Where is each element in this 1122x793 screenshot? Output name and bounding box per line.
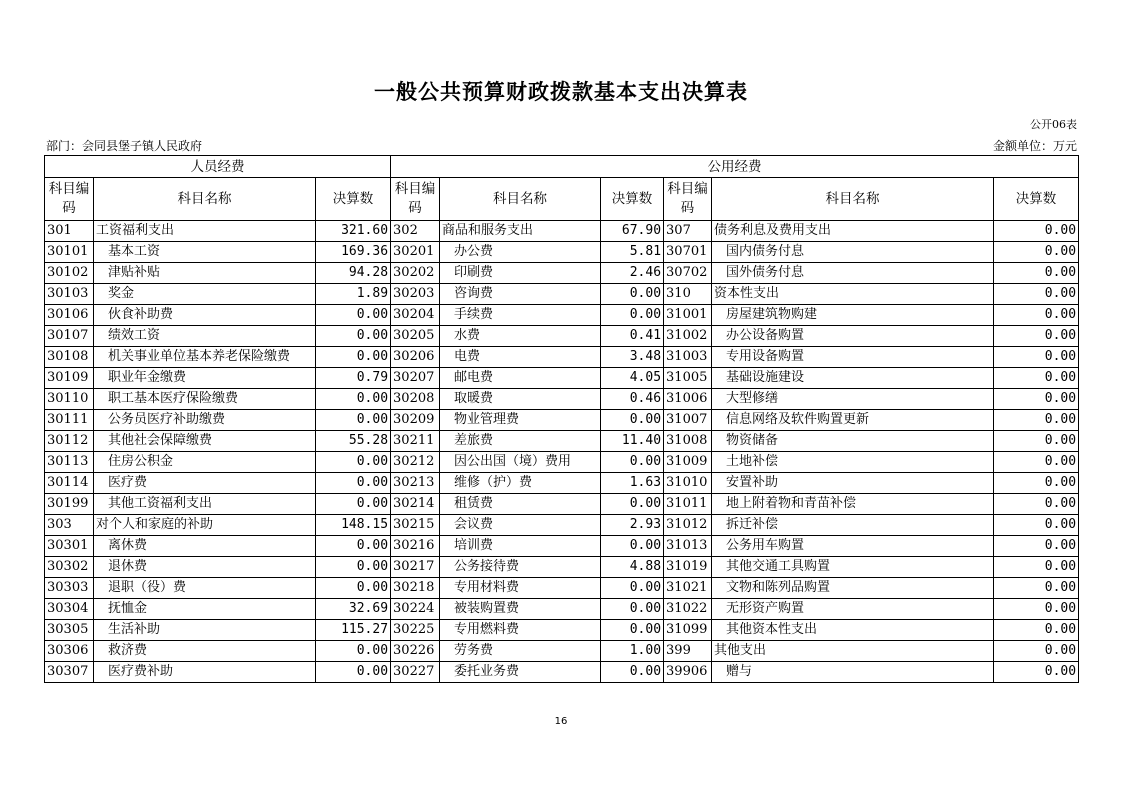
subject-name-cell: 基本工资 xyxy=(94,242,316,263)
subject-code-cell: 30305 xyxy=(45,620,94,641)
subject-code-cell: 30306 xyxy=(45,641,94,662)
table-row xyxy=(45,557,1079,578)
column-header-code: 科目编码 xyxy=(664,178,712,221)
amount-cell: 2.93 xyxy=(601,515,664,536)
amount-cell: 0.00 xyxy=(994,599,1079,620)
subject-name-cell: 职业年金缴费 xyxy=(94,368,316,389)
amount-cell: 0.00 xyxy=(601,494,664,515)
subject-name-cell: 抚恤金 xyxy=(94,599,316,620)
amount-cell: 0.00 xyxy=(316,536,391,557)
subject-name-cell: 住房公积金 xyxy=(94,452,316,473)
amount-cell: 0.00 xyxy=(316,347,391,368)
column-header-amount: 决算数 xyxy=(316,178,391,221)
subject-name-cell: 大型修缮 xyxy=(712,389,994,410)
column-header-name: 科目名称 xyxy=(94,178,316,221)
subject-name-cell: 物资储备 xyxy=(712,431,994,452)
subject-code-cell: 301 xyxy=(45,221,94,242)
subject-code-cell: 30199 xyxy=(45,494,94,515)
amount-cell: 0.00 xyxy=(994,410,1079,431)
subject-code-cell: 31007 xyxy=(664,410,712,431)
column-header-name: 科目名称 xyxy=(440,178,601,221)
amount-cell: 1.89 xyxy=(316,284,391,305)
subject-name-cell: 商品和服务支出 xyxy=(440,221,601,242)
table-row xyxy=(45,431,1079,452)
subject-name-cell: 无形资产购置 xyxy=(712,599,994,620)
subject-name-cell: 其他社会保障缴费 xyxy=(94,431,316,452)
subject-code-cell: 31008 xyxy=(664,431,712,452)
amount-cell: 0.00 xyxy=(994,431,1079,452)
subject-name-cell: 公务用车购置 xyxy=(712,536,994,557)
subject-code-cell: 30106 xyxy=(45,305,94,326)
table-row xyxy=(45,263,1079,284)
amount-cell: 0.00 xyxy=(994,536,1079,557)
subject-code-cell: 39906 xyxy=(664,662,712,683)
subject-name-cell: 办公设备购置 xyxy=(712,326,994,347)
amount-cell: 0.00 xyxy=(994,473,1079,494)
amount-cell: 0.00 xyxy=(994,494,1079,515)
amount-cell: 4.05 xyxy=(601,368,664,389)
subject-code-cell: 30107 xyxy=(45,326,94,347)
subject-name-cell: 会议费 xyxy=(440,515,601,536)
column-header-name: 科目名称 xyxy=(712,178,994,221)
subject-name-cell: 救济费 xyxy=(94,641,316,662)
subject-code-cell: 30213 xyxy=(391,473,440,494)
table-row xyxy=(45,305,1079,326)
page-title: 一般公共预算财政拨款基本支出决算表 xyxy=(374,80,748,104)
form-number: 公开06表 xyxy=(1030,118,1077,131)
subject-name-cell: 公务接待费 xyxy=(440,557,601,578)
subject-code-cell: 31009 xyxy=(664,452,712,473)
column-header-amount: 决算数 xyxy=(601,178,664,221)
group-header-public: 公用经费 xyxy=(391,156,1079,178)
subject-name-cell: 土地补偿 xyxy=(712,452,994,473)
subject-code-cell: 30110 xyxy=(45,389,94,410)
table-row xyxy=(45,221,1079,242)
subject-code-cell: 30111 xyxy=(45,410,94,431)
amount-cell: 0.00 xyxy=(994,515,1079,536)
subject-name-cell: 专用材料费 xyxy=(440,578,601,599)
subject-code-cell: 30202 xyxy=(391,263,440,284)
table-row xyxy=(45,368,1079,389)
subject-code-cell: 31005 xyxy=(664,368,712,389)
amount-cell: 0.41 xyxy=(601,326,664,347)
amount-cell: 0.00 xyxy=(316,389,391,410)
amount-cell: 2.46 xyxy=(601,263,664,284)
amount-cell: 4.88 xyxy=(601,557,664,578)
subject-code-cell: 31022 xyxy=(664,599,712,620)
subject-name-cell: 维修（护）费 xyxy=(440,473,601,494)
subject-code-cell: 31012 xyxy=(664,515,712,536)
amount-cell: 115.27 xyxy=(316,620,391,641)
subject-code-cell: 30114 xyxy=(45,473,94,494)
amount-cell: 0.79 xyxy=(316,368,391,389)
amount-cell: 0.00 xyxy=(994,347,1079,368)
amount-cell: 0.00 xyxy=(316,473,391,494)
subject-code-cell: 31019 xyxy=(664,557,712,578)
table-row xyxy=(45,389,1079,410)
subject-name-cell: 房屋建筑物购建 xyxy=(712,305,994,326)
subject-name-cell: 公务员医疗补助缴费 xyxy=(94,410,316,431)
subject-code-cell: 30108 xyxy=(45,347,94,368)
subject-code-cell: 30113 xyxy=(45,452,94,473)
group-header-personnel: 人员经费 xyxy=(45,156,391,178)
subject-code-cell: 30702 xyxy=(664,263,712,284)
amount-cell: 0.00 xyxy=(994,368,1079,389)
table-row xyxy=(45,284,1079,305)
subject-name-cell: 委托业务费 xyxy=(440,662,601,683)
amount-cell: 0.00 xyxy=(994,620,1079,641)
subject-code-cell: 30301 xyxy=(45,536,94,557)
subject-name-cell: 物业管理费 xyxy=(440,410,601,431)
subject-code-cell: 31013 xyxy=(664,536,712,557)
subject-code-cell: 30303 xyxy=(45,578,94,599)
amount-cell: 0.00 xyxy=(601,620,664,641)
subject-name-cell: 信息网络及软件购置更新 xyxy=(712,410,994,431)
amount-cell: 0.00 xyxy=(601,599,664,620)
amount-cell: 0.00 xyxy=(994,389,1079,410)
amount-cell: 0.00 xyxy=(994,242,1079,263)
subject-name-cell: 印刷费 xyxy=(440,263,601,284)
subject-code-cell: 30215 xyxy=(391,515,440,536)
amount-cell: 32.69 xyxy=(316,599,391,620)
subject-name-cell: 医疗费 xyxy=(94,473,316,494)
subject-code-cell: 30204 xyxy=(391,305,440,326)
amount-cell: 0.00 xyxy=(316,305,391,326)
amount-cell: 1.63 xyxy=(601,473,664,494)
subject-code-cell: 30701 xyxy=(664,242,712,263)
subject-name-cell: 伙食补助费 xyxy=(94,305,316,326)
column-header-code: 科目编码 xyxy=(45,178,94,221)
subject-name-cell: 对个人和家庭的补助 xyxy=(94,515,316,536)
amount-cell: 0.00 xyxy=(994,284,1079,305)
amount-cell: 94.28 xyxy=(316,263,391,284)
subject-code-cell: 30211 xyxy=(391,431,440,452)
subject-code-cell: 30227 xyxy=(391,662,440,683)
amount-cell: 169.36 xyxy=(316,242,391,263)
subject-code-cell: 30206 xyxy=(391,347,440,368)
subject-code-cell: 31021 xyxy=(664,578,712,599)
subject-name-cell: 劳务费 xyxy=(440,641,601,662)
subject-code-cell: 31011 xyxy=(664,494,712,515)
department-label: 部门：会同县堡子镇人民政府 xyxy=(46,139,203,153)
subject-name-cell: 专用燃料费 xyxy=(440,620,601,641)
subject-code-cell: 30109 xyxy=(45,368,94,389)
subject-code-cell: 31003 xyxy=(664,347,712,368)
subject-code-cell: 302 xyxy=(391,221,440,242)
subject-code-cell: 30201 xyxy=(391,242,440,263)
amount-cell: 0.00 xyxy=(316,410,391,431)
table-row xyxy=(45,641,1079,662)
amount-cell: 0.00 xyxy=(316,662,391,683)
subject-name-cell: 国外债务付息 xyxy=(712,263,994,284)
amount-cell: 0.00 xyxy=(316,494,391,515)
subject-code-cell: 30207 xyxy=(391,368,440,389)
amount-cell: 67.90 xyxy=(601,221,664,242)
amount-cell: 0.00 xyxy=(601,305,664,326)
amount-cell: 0.00 xyxy=(994,305,1079,326)
amount-cell: 0.00 xyxy=(994,221,1079,242)
subject-name-cell: 奖金 xyxy=(94,284,316,305)
amount-unit-label: 金额单位：万元 xyxy=(992,139,1077,153)
amount-cell: 0.00 xyxy=(601,536,664,557)
amount-cell: 0.00 xyxy=(316,557,391,578)
subject-name-cell: 离休费 xyxy=(94,536,316,557)
subject-code-cell: 30302 xyxy=(45,557,94,578)
amount-cell: 11.40 xyxy=(601,431,664,452)
amount-cell: 321.60 xyxy=(316,221,391,242)
subject-code-cell: 30203 xyxy=(391,284,440,305)
subject-code-cell: 399 xyxy=(664,641,712,662)
subject-name-cell: 培训费 xyxy=(440,536,601,557)
subject-code-cell: 30224 xyxy=(391,599,440,620)
amount-cell: 0.00 xyxy=(601,452,664,473)
subject-code-cell: 30103 xyxy=(45,284,94,305)
subject-name-cell: 地上附着物和青苗补偿 xyxy=(712,494,994,515)
subject-name-cell: 其他工资福利支出 xyxy=(94,494,316,515)
subject-name-cell: 办公费 xyxy=(440,242,601,263)
subject-name-cell: 资本性支出 xyxy=(712,284,994,305)
subject-code-cell: 30112 xyxy=(45,431,94,452)
amount-cell: 0.00 xyxy=(994,662,1079,683)
subject-name-cell: 基础设施建设 xyxy=(712,368,994,389)
amount-cell: 0.00 xyxy=(601,410,664,431)
amount-cell: 0.00 xyxy=(994,641,1079,662)
table-row xyxy=(45,620,1079,641)
table-row xyxy=(45,578,1079,599)
subject-name-cell: 差旅费 xyxy=(440,431,601,452)
subject-code-cell: 30209 xyxy=(391,410,440,431)
table-row xyxy=(45,452,1079,473)
table-row xyxy=(45,347,1079,368)
table-row xyxy=(45,410,1079,431)
subject-name-cell: 其他资本性支出 xyxy=(712,620,994,641)
subject-code-cell: 30217 xyxy=(391,557,440,578)
table-row xyxy=(45,599,1079,620)
subject-name-cell: 生活补助 xyxy=(94,620,316,641)
subject-code-cell: 303 xyxy=(45,515,94,536)
subject-name-cell: 咨询费 xyxy=(440,284,601,305)
subject-name-cell: 电费 xyxy=(440,347,601,368)
amount-cell: 0.00 xyxy=(316,452,391,473)
table-row xyxy=(45,473,1079,494)
page-number: 16 xyxy=(554,716,568,727)
subject-name-cell: 机关事业单位基本养老保险缴费 xyxy=(94,347,316,368)
amount-cell: 0.00 xyxy=(994,452,1079,473)
table-row xyxy=(45,242,1079,263)
subject-name-cell: 债务利息及费用支出 xyxy=(712,221,994,242)
column-header-code: 科目编码 xyxy=(391,178,440,221)
subject-code-cell: 31006 xyxy=(664,389,712,410)
subject-name-cell: 医疗费补助 xyxy=(94,662,316,683)
subject-name-cell: 租赁费 xyxy=(440,494,601,515)
amount-cell: 0.00 xyxy=(994,578,1079,599)
subject-name-cell: 绩效工资 xyxy=(94,326,316,347)
amount-cell: 0.46 xyxy=(601,389,664,410)
amount-cell: 0.00 xyxy=(316,326,391,347)
subject-name-cell: 被装购置费 xyxy=(440,599,601,620)
subject-code-cell: 30102 xyxy=(45,263,94,284)
table-row xyxy=(45,536,1079,557)
subject-code-cell: 31002 xyxy=(664,326,712,347)
subject-name-cell: 退职（役）费 xyxy=(94,578,316,599)
subject-code-cell: 30226 xyxy=(391,641,440,662)
table-row xyxy=(45,494,1079,515)
subject-code-cell: 30212 xyxy=(391,452,440,473)
subject-name-cell: 安置补助 xyxy=(712,473,994,494)
column-header-amount: 决算数 xyxy=(994,178,1079,221)
amount-cell: 0.00 xyxy=(316,641,391,662)
subject-code-cell: 307 xyxy=(664,221,712,242)
amount-cell: 5.81 xyxy=(601,242,664,263)
expenditure-table xyxy=(44,155,1079,683)
amount-cell: 1.00 xyxy=(601,641,664,662)
subject-code-cell: 30208 xyxy=(391,389,440,410)
subject-name-cell: 邮电费 xyxy=(440,368,601,389)
table-body xyxy=(45,221,1079,683)
subject-code-cell: 30216 xyxy=(391,536,440,557)
subject-name-cell: 手续费 xyxy=(440,305,601,326)
subject-code-cell: 30101 xyxy=(45,242,94,263)
amount-cell: 148.15 xyxy=(316,515,391,536)
amount-cell: 0.00 xyxy=(316,578,391,599)
subject-code-cell: 31010 xyxy=(664,473,712,494)
amount-cell: 0.00 xyxy=(601,578,664,599)
subject-name-cell: 国内债务付息 xyxy=(712,242,994,263)
subject-name-cell: 其他交通工具购置 xyxy=(712,557,994,578)
amount-cell: 0.00 xyxy=(601,662,664,683)
subject-name-cell: 津贴补贴 xyxy=(94,263,316,284)
table-row xyxy=(45,515,1079,536)
amount-cell: 3.48 xyxy=(601,347,664,368)
subject-code-cell: 31001 xyxy=(664,305,712,326)
subject-name-cell: 职工基本医疗保险缴费 xyxy=(94,389,316,410)
subject-name-cell: 工资福利支出 xyxy=(94,221,316,242)
subject-code-cell: 30307 xyxy=(45,662,94,683)
subject-name-cell: 其他支出 xyxy=(712,641,994,662)
subject-name-cell: 赠与 xyxy=(712,662,994,683)
amount-cell: 0.00 xyxy=(994,326,1079,347)
subject-name-cell: 因公出国（境）费用 xyxy=(440,452,601,473)
table-row xyxy=(45,326,1079,347)
subject-name-cell: 文物和陈列品购置 xyxy=(712,578,994,599)
subject-code-cell: 30205 xyxy=(391,326,440,347)
subject-code-cell: 310 xyxy=(664,284,712,305)
amount-cell: 0.00 xyxy=(994,263,1079,284)
subject-name-cell: 专用设备购置 xyxy=(712,347,994,368)
subject-code-cell: 31099 xyxy=(664,620,712,641)
table-row xyxy=(45,662,1079,683)
subject-code-cell: 30214 xyxy=(391,494,440,515)
subject-code-cell: 30218 xyxy=(391,578,440,599)
subject-name-cell: 退休费 xyxy=(94,557,316,578)
subject-name-cell: 水费 xyxy=(440,326,601,347)
subject-code-cell: 30304 xyxy=(45,599,94,620)
amount-cell: 0.00 xyxy=(601,284,664,305)
amount-cell: 55.28 xyxy=(316,431,391,452)
subject-name-cell: 拆迁补偿 xyxy=(712,515,994,536)
subject-code-cell: 30225 xyxy=(391,620,440,641)
amount-cell: 0.00 xyxy=(994,557,1079,578)
subject-name-cell: 取暖费 xyxy=(440,389,601,410)
